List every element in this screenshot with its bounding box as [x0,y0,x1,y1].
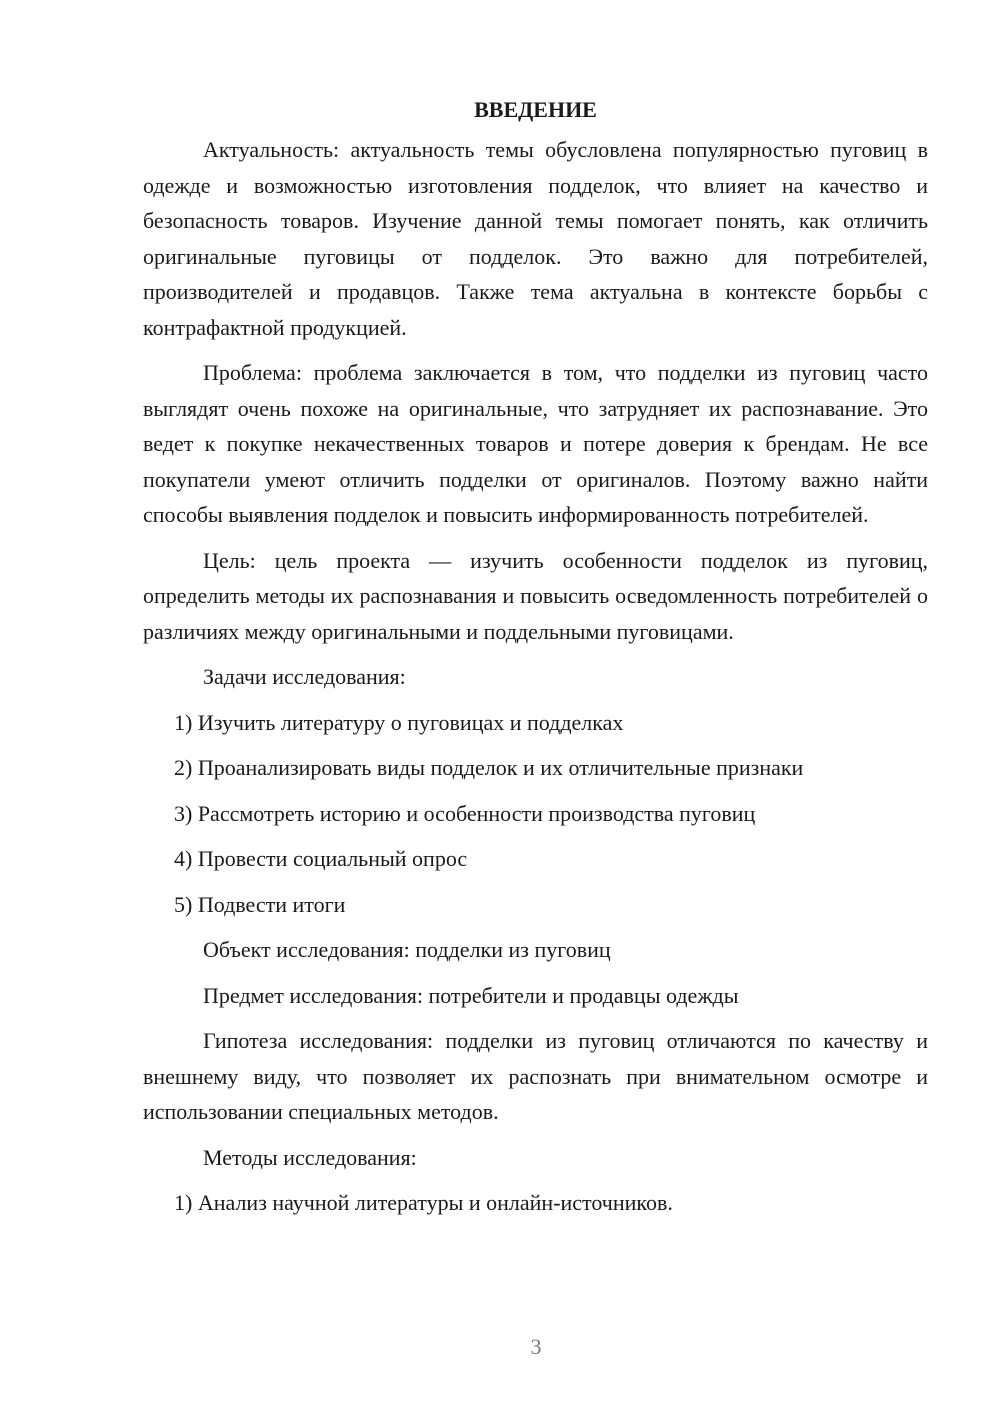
tasks-heading: Задачи исследования: [203,664,406,689]
page-content [143,92,928,1231]
relevance-paragraph: Актуальность: актуальность темы обусловлена популярностью пуговиц в одежде и возможностью изготовления подделок, что влияет на качество и безопасность товаров. Изучение данной темы помогает понять, как отличить оригинальные пуговицы от подделок. Это важно для потребителей, производителей и продавцов. Также тема актуальна в контексте борьбы с контрафактной продукцией. [143,137,928,340]
methods-list [143,1185,928,1221]
problem-paragraph: Проблема: проблема заключается в том, что подделки из пуговиц часто выглядят очень похоже на оригинальные, что затрудняет их распознавание. Это ведет к покупке некачественных товаров и потере доверия к брендам. Не все покупатели умеют отличить подделки от оригиналов. Поэтому важно найти способы выявления подделок и повысить информированность потребителей. [143,360,928,527]
page-number: 3 [530,1334,542,1359]
list-item: 4) Провести социальный опрос [174,846,468,871]
list-item: 2) Проанализировать виды подделок и их отличительные признаки [174,755,804,780]
goal-paragraph: Цель: цель проекта — изучить особенности подделок из пуговиц, определить методы их распознавания и повысить осведомленность потребителей о различиях между оригинальными и поддельными пуговицами. [143,547,928,644]
research-object: Объект исследования: подделки из пуговиц [203,937,611,962]
list-item: 1) Анализ научной литературы и онлайн-источников. [174,1190,673,1215]
methods-heading: Методы исследования: [203,1144,417,1170]
list-item: 1) Изучить литературу о пуговицах и подделках [174,709,624,735]
page-title: ВВЕДЕНИЕ [474,97,597,122]
tasks-list [143,705,928,923]
list-item: 3) Рассмотреть историю и особенности производства пуговиц [174,800,756,826]
research-subject: Предмет исследования: потребители и продавцы одежды [203,982,739,1008]
list-item: 5) Подвести итоги [174,891,346,917]
hypothesis-paragraph: Гипотеза исследования: подделки из пуговиц отличаются по качеству и внешнему виду, что позволяет их распознать при внимательном осмотре и использовании специальных методов. [143,1028,928,1124]
